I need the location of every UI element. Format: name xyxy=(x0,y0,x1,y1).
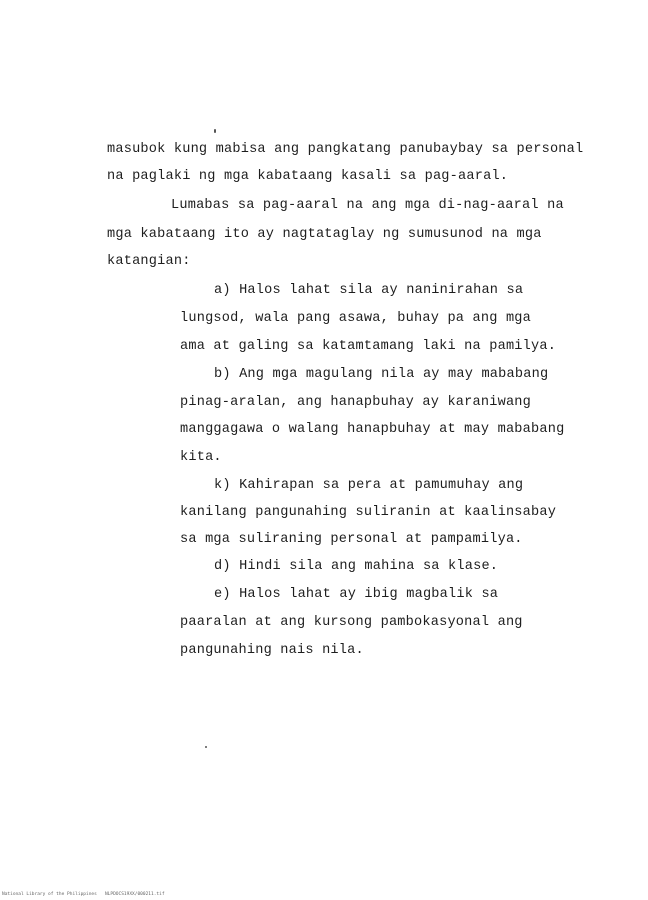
text-line: pangunahing nais nila. xyxy=(180,643,364,658)
list-item-a: a) Halos lahat sila ay naninirahan sa xyxy=(214,283,524,298)
text-line: manggagawa o walang hanapbuhay at may mababang xyxy=(180,422,565,437)
text-line: Lumabas sa pag-aaral na ang mga di-nag-aaral na xyxy=(171,198,564,213)
text-line: sa mga suliraning personal at pampamilya. xyxy=(180,532,523,547)
scan-speck xyxy=(205,746,207,748)
text-line: lungsod, wala pang asawa, buhay pa ang mga xyxy=(180,311,532,326)
list-item-d: d) Hindi sila ang mahina sa klase. xyxy=(214,559,499,574)
scan-footer: National Library of the Philippines NLPDOCS19XX/000211.tif xyxy=(2,892,165,897)
text-line: pinag-aralan, ang hanapbuhay ay karaniwang xyxy=(180,395,532,410)
text-line: kita. xyxy=(180,450,222,465)
text-line: na paglaki ng mga kabataang kasali sa pag-aaral. xyxy=(107,169,509,184)
text-line: kanilang pangunahing suliranin at kaalinsabay xyxy=(180,505,557,520)
list-item-k: k) Kahirapan sa pera at pamumuhay ang xyxy=(214,478,524,493)
text-line: ama at galing sa katamtamang laki na pamilya. xyxy=(180,339,557,354)
list-item-e: e) Halos lahat ay ibig magbalik sa xyxy=(214,587,499,602)
list-item-b: b) Ang mga magulang nila ay may mababang xyxy=(214,367,549,382)
text-line: katangian: xyxy=(107,254,191,269)
scan-speck xyxy=(214,129,216,133)
text-line: mga kabataang ito ay nagtataglay ng sumusunod na mga xyxy=(107,227,542,242)
text-line: paaralan at ang kursong pambokasyonal ang xyxy=(180,615,523,630)
text-line: masubok kung mabisa ang pangkatang panubaybay sa personal xyxy=(107,142,584,157)
